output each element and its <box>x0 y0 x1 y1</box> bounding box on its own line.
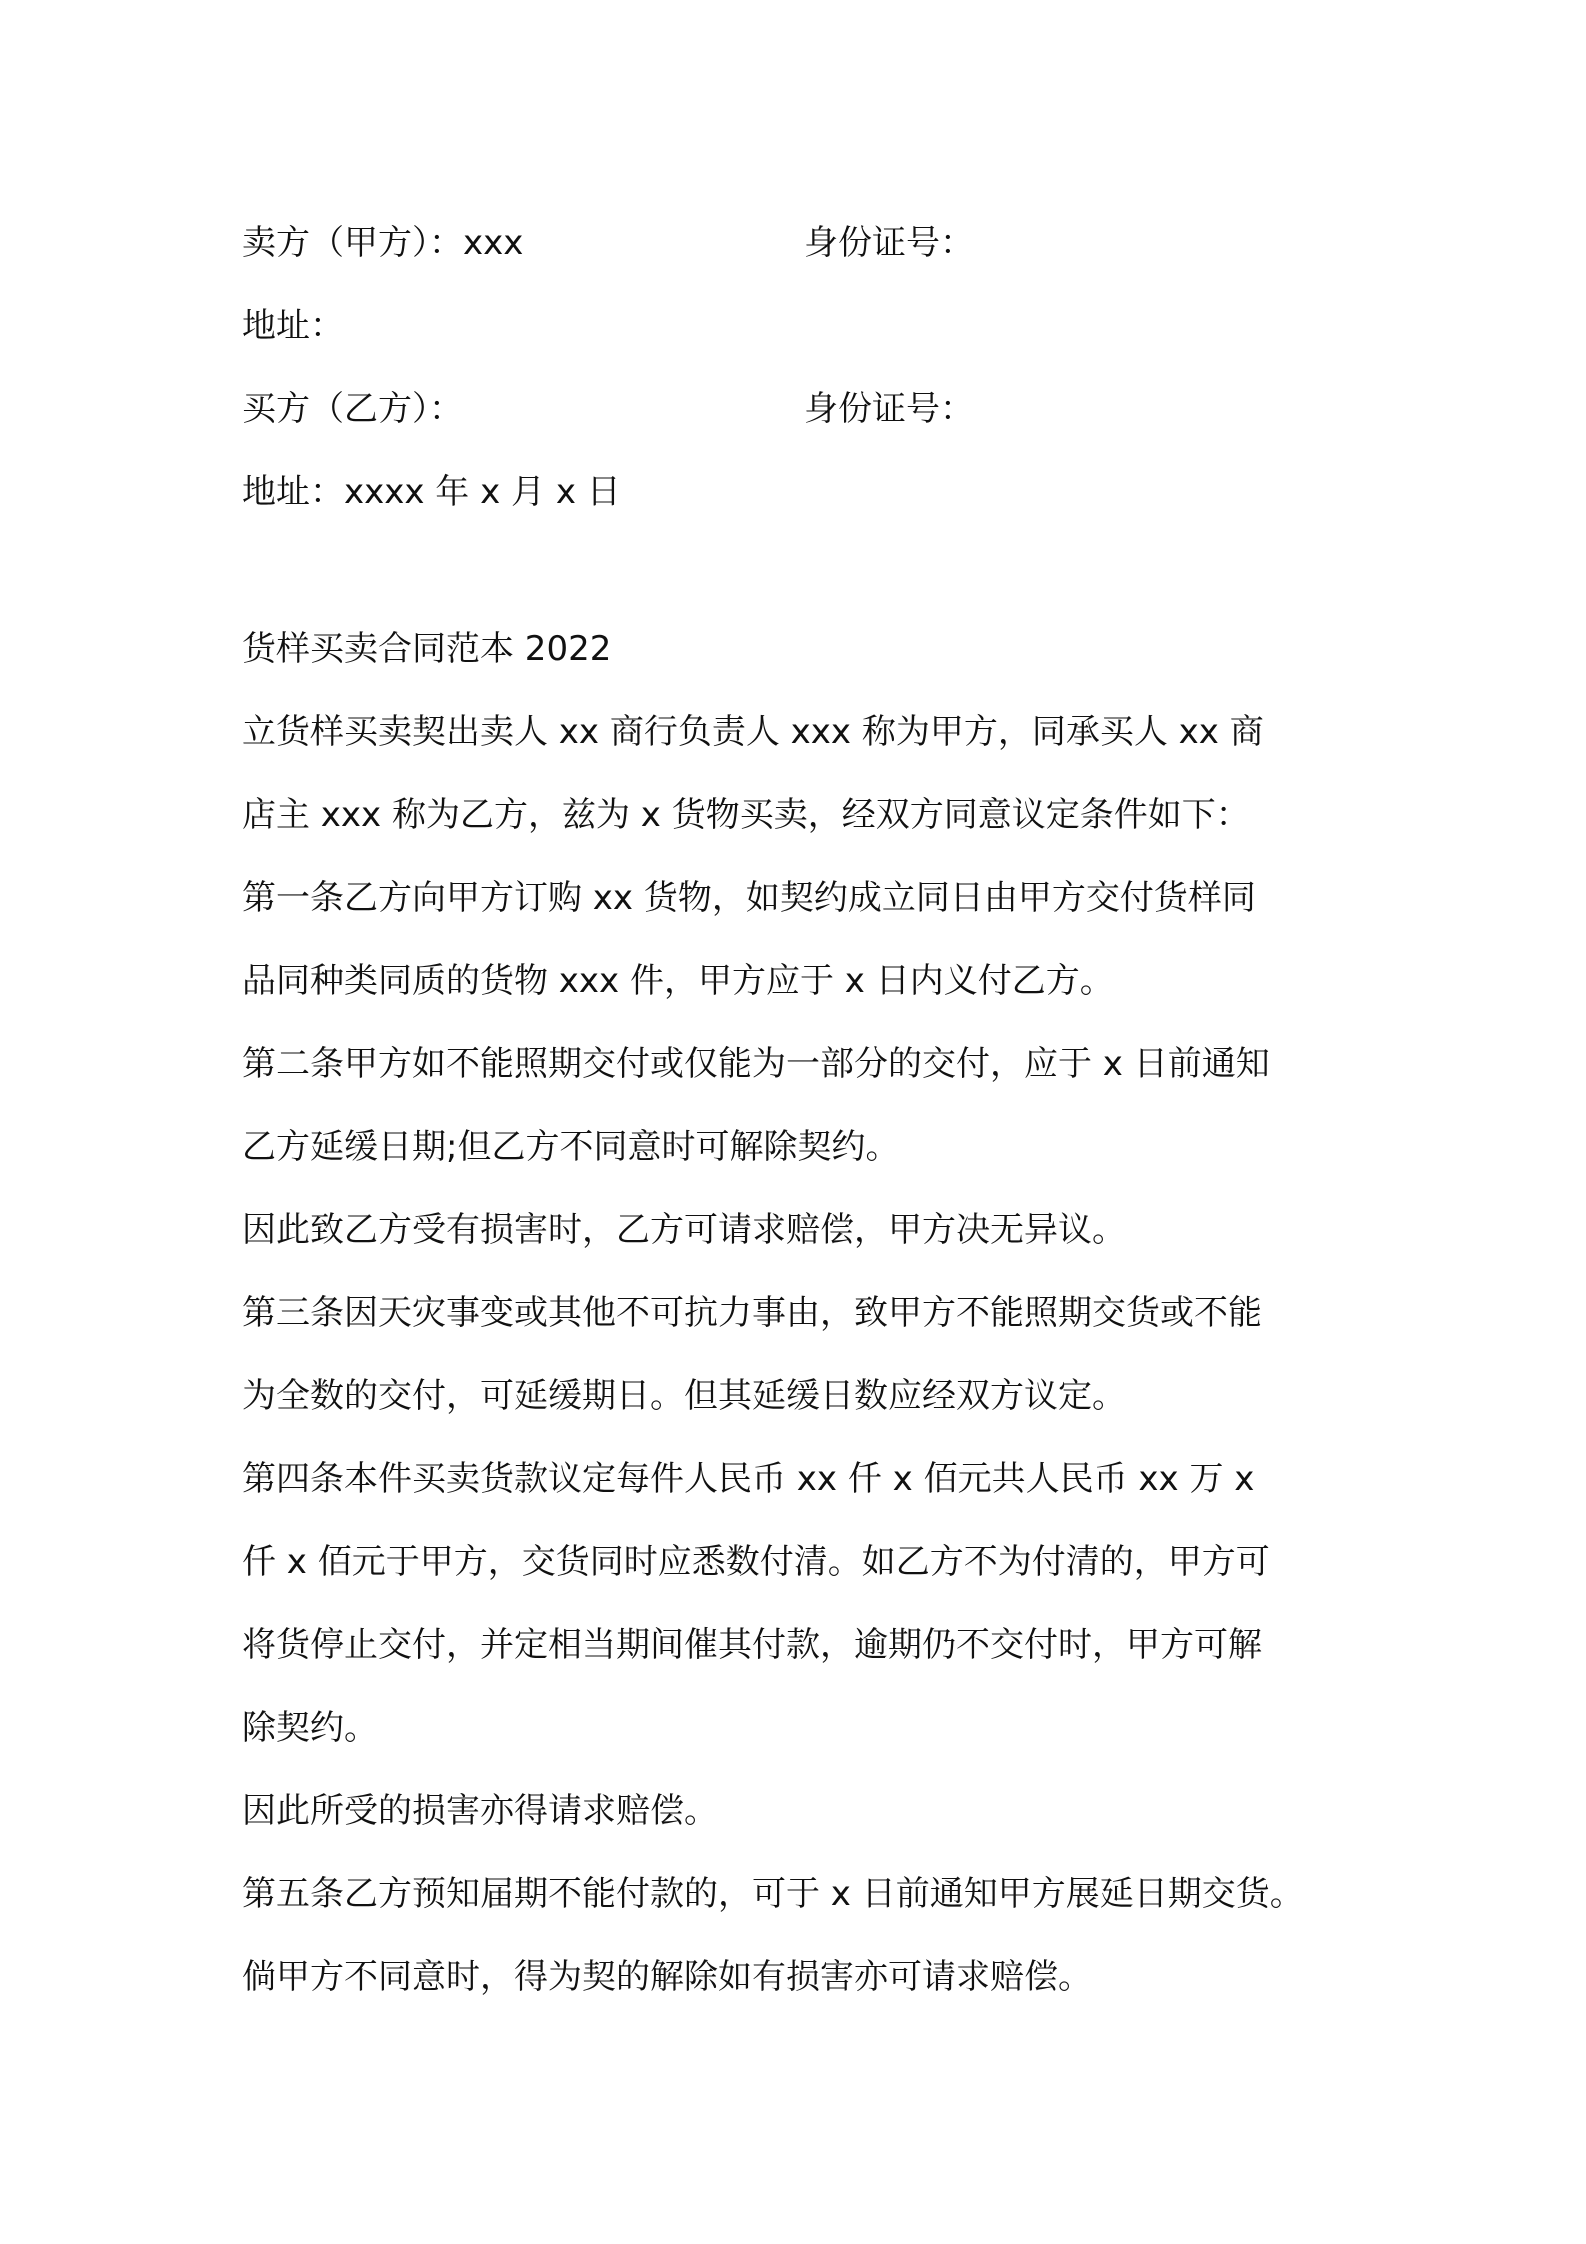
seller-address-label: 地址： <box>242 306 344 346</box>
body-line: 除契约。 <box>242 1708 378 1748</box>
buyer-address-date: 地址：xxxx 年 x 月 x 日 <box>242 472 621 512</box>
buyer-id-label: 身份证号： <box>804 389 974 429</box>
body-line: 因此致乙方受有损害时，乙方可请求赔偿，甲方决无异议。 <box>242 1210 1126 1250</box>
body-line: 倘甲方不同意时，得为契的解除如有损害亦可请求赔偿。 <box>242 1957 1092 1997</box>
document-title: 货样买卖合同范本 2022 <box>242 629 612 669</box>
body-line: 店主 xxx 称为乙方，兹为 x 货物买卖，经双方同意议定条件如下： <box>242 795 1250 835</box>
seller-address-row <box>242 281 1392 364</box>
parties-block <box>242 198 1392 530</box>
body-line: 仟 x 佰元于甲方，交货同时应悉数付清。如乙方不为付清的，甲方可 <box>242 1542 1270 1582</box>
body-line: 为全数的交付，可延缓期日。但其延缓日数应经双方议定。 <box>242 1376 1126 1416</box>
contract-body <box>242 604 1392 2015</box>
body-line: 乙方延缓日期;但乙方不同意时可解除契约。 <box>242 1127 900 1167</box>
body-line: 第二条甲方如不能照期交付或仅能为一部分的交付，应于 x 日前通知 <box>242 1044 1270 1084</box>
body-line: 品同种类同质的货物 xxx 件，甲方应于 x 日内义付乙方。 <box>242 961 1114 1001</box>
body-line: 立货样买卖契出卖人 xx 商行负责人 xxx 称为甲方，同承买人 xx 商 <box>242 712 1264 752</box>
body-line: 因此所受的损害亦得请求赔偿。 <box>242 1791 718 1831</box>
buyer-address-row <box>242 447 1392 530</box>
seller-label: 卖方（甲方）：xxx <box>242 223 524 263</box>
body-line: 将货停止交付，并定相当期间催其付款，逾期仍不交付时，甲方可解 <box>242 1625 1262 1665</box>
body-line: 第四条本件买卖货款议定每件人民币 xx 仟 x 佰元共人民币 xx 万 x <box>242 1459 1255 1499</box>
seller-row <box>242 198 1392 281</box>
body-line: 第一条乙方向甲方订购 xx 货物，如契约成立同日由甲方交付货样同 <box>242 878 1256 918</box>
buyer-row <box>242 364 1392 447</box>
body-line: 第三条因天灾事变或其他不可抗力事由，致甲方不能照期交货或不能 <box>242 1293 1262 1333</box>
buyer-label: 买方（乙方）： <box>242 389 463 429</box>
body-line: 第五条乙方预知届期不能付款的，可于 x 日前通知甲方展延日期交货。 <box>242 1874 1304 1914</box>
seller-id-label: 身份证号： <box>804 223 974 263</box>
